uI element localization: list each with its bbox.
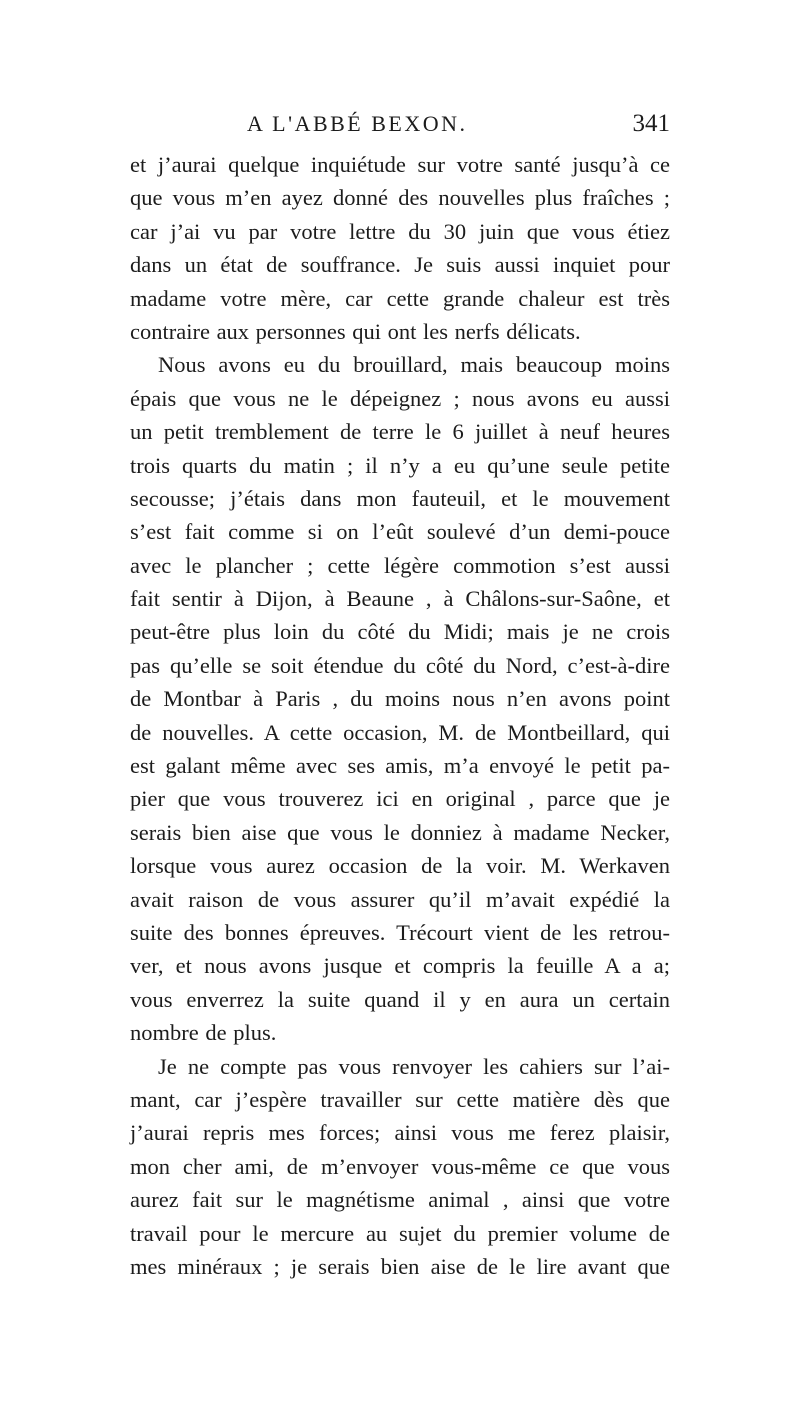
text-line: de Montbar à Paris , du moins nous n’en avons point [130,686,670,712]
text-line: pier que vous trouverez ici en original , parce que je [130,786,670,812]
text-line: j’aurai repris mes forces; ainsi vous me ferez plaisir, [130,1120,670,1146]
text-line: mant, car j’espère travailler sur cette matière dès que [130,1086,670,1112]
text-line: avait raison de vous assurer qu’il m’avait expédié la [130,886,670,912]
text-line: que vous m’en ayez donné des nouvelles plus fraîches ; [130,185,670,211]
body-text [130,148,670,1283]
text-line: travail pour le mercure au sujet du premier volume de [130,1220,670,1246]
text-line: ver, et nous avons jusque et compris la feuille A a a; [130,953,670,979]
text-line: Je ne compte pas vous renvoyer les cahiers sur l’ai- [158,1053,670,1079]
text-line: peut-être plus loin du côté du Midi; mais je ne crois [130,619,670,645]
text-line: s’est fait comme si on l’eût soulevé d’un demi-pouce [130,519,670,545]
text-line: car j’ai vu par votre lettre du 30 juin que vous étiez [130,218,670,244]
text-line: est galant même avec ses amis, m’a envoyé le petit pa- [130,753,670,779]
text-line: serais bien aise que vous le donniez à madame Necker, [130,819,670,845]
running-head [130,106,670,142]
running-title: A L'ABBÉ BEXON. [247,111,468,136]
text-line: épais que vous ne le dépeignez ; nous avons eu aussi [130,385,670,411]
text-line: lorsque vous aurez occasion de la voir. M. Werkaven [130,853,670,879]
text-line: et j’aurai quelque inquiétude sur votre santé jusqu’à ce [130,152,670,177]
text-line: aurez fait sur le magnétisme animal , ainsi que votre [130,1187,670,1213]
text-line: un petit tremblement de terre le 6 juillet à neuf heures [130,419,670,445]
text-line: madame votre mère, car cette grande chaleur est très [130,285,670,311]
text-line: contraire aux personnes qui ont les nerfs délicats. [130,318,581,344]
text-line: pas qu’elle se soit étendue du côté du Nord, c’est-à-dire [130,652,670,678]
text-line: nombre de plus. [130,1020,277,1046]
text-line: de nouvelles. A cette occasion, M. de Montbeillard, qui [130,719,670,745]
text-line: dans un état de souffrance. Je suis aussi inquiet pour [130,252,670,278]
text-line: Nous avons eu du brouillard, mais beaucoup moins [158,352,670,378]
text-line: mes minéraux ; je serais bien aise de le lire avant que [130,1253,670,1279]
text-line: vous enverrez la suite quand il y en aura un certain [130,986,670,1012]
text-line: suite des bonnes épreuves. Trécourt vient de les retrou- [130,919,670,945]
text-line: fait sentir à Dijon, à Beaune , à Châlons-sur-Saône, et [130,586,670,612]
text-line: avec le plancher ; cette légère commotion s’est aussi [130,552,670,578]
text-line: trois quarts du matin ; il n’y a eu qu’une seule petite [130,452,670,478]
page-number: 341 [632,110,670,137]
text-line: mon cher ami, de m’envoyer vous-même ce que vous [130,1153,670,1179]
text-line: secousse; j’étais dans mon fauteuil, et le mouvement [130,485,670,511]
